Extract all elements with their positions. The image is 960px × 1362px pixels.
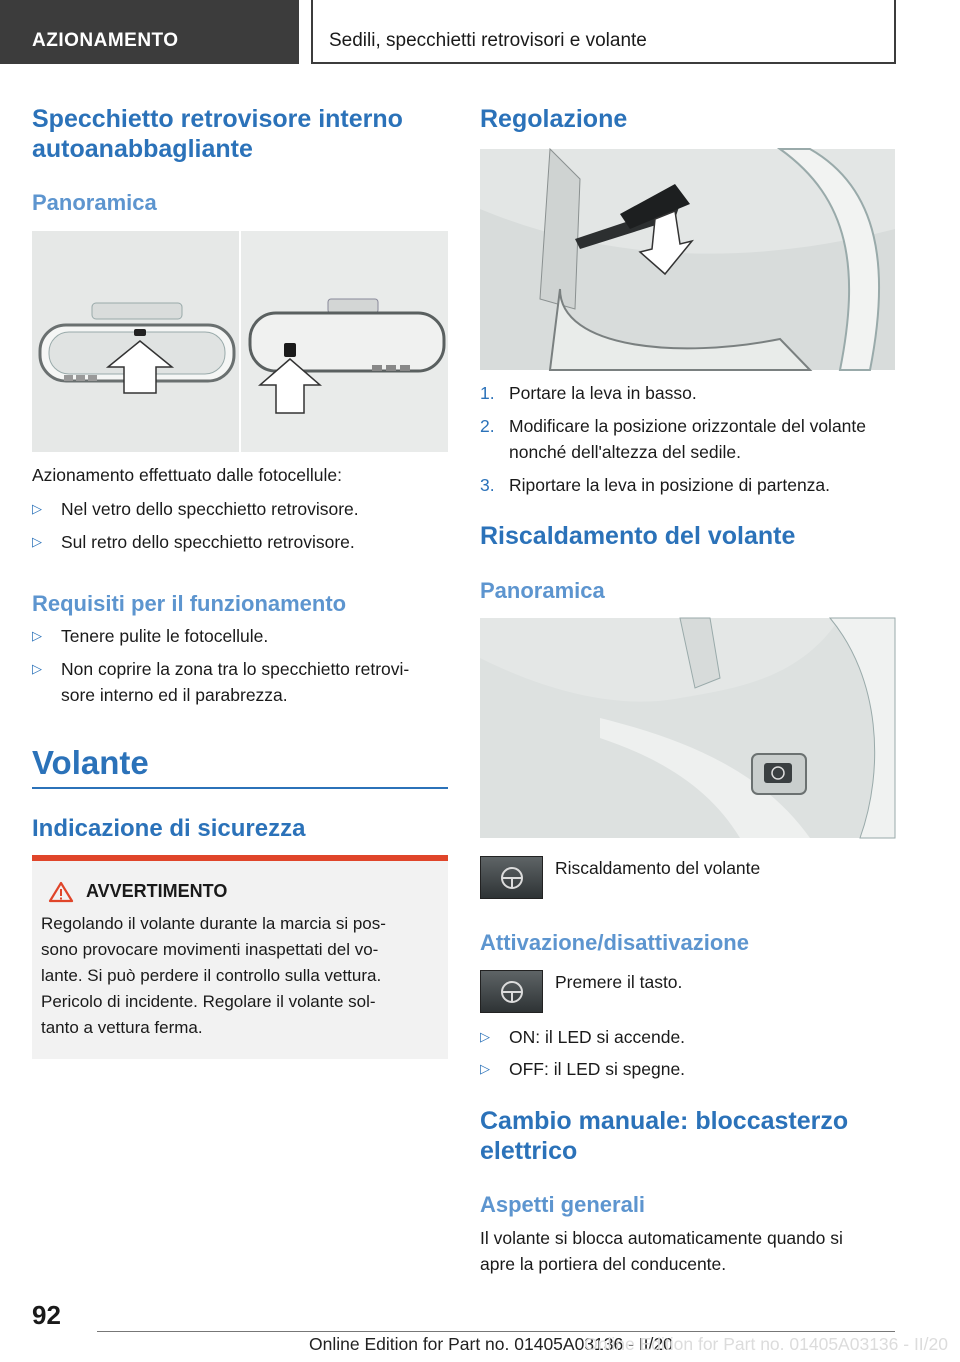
heating-heading-text: Riscaldamento del volante xyxy=(480,522,796,550)
header-chapter-label: Sedili, specchietti retrovisori e volante xyxy=(329,30,647,51)
warning-line: tanto a vettura ferma. xyxy=(41,1018,203,1037)
mirror-overview-heading-text: Panoramica xyxy=(32,190,157,215)
bullet-triangle-icon: ▷ xyxy=(480,1061,490,1076)
footer-rule xyxy=(97,1331,895,1332)
general-line: apre la portiera del conducente. xyxy=(480,1254,727,1274)
header-chapter-tab xyxy=(311,0,896,64)
press-button-instruction xyxy=(555,969,682,995)
heating-button-label-text: Riscaldamento del volante xyxy=(555,858,761,878)
mirror-title-text: Specchietto retrovisore interno autoanabbagliante xyxy=(32,105,403,163)
warning-title: AVVERTIMENTO xyxy=(86,881,228,901)
step-text: Riportare la leva in posizione di partenza. xyxy=(509,475,831,495)
heating-heading xyxy=(480,521,795,551)
bullet-triangle-icon: ▷ xyxy=(480,1029,490,1044)
photocell-intro xyxy=(32,462,342,488)
bullet-triangle-icon: ▷ xyxy=(32,628,42,643)
requirements-item-text: Non coprire la zona tra lo specchietto retrovi- xyxy=(61,659,410,679)
heating-overview-text: Panoramica xyxy=(480,578,605,603)
lock-heading-text: Cambio manuale: bloccasterzo xyxy=(480,1107,849,1135)
steering-title-text: Volante xyxy=(32,744,149,781)
steering-title xyxy=(32,744,149,782)
step-number: 3. xyxy=(480,475,495,495)
header-section-tab xyxy=(0,0,299,64)
requirements-item-text: sore interno ed il parabrezza. xyxy=(61,685,288,705)
general-line: Il volante si blocca automaticamente quando si xyxy=(480,1228,843,1248)
onoff-heading xyxy=(480,929,749,957)
header-section-label: AZIONAMENTO xyxy=(32,30,179,51)
warning-box xyxy=(32,855,448,1059)
step-text: Modificare la posizione orizzontale del volante xyxy=(509,416,867,436)
adjust-heading xyxy=(480,104,627,134)
requirements-item-text: Tenere pulite le fotocellule. xyxy=(61,626,269,646)
photocell-intro-text: Azionamento effettuato dalle fotocellule: xyxy=(32,465,343,485)
bullet-triangle-icon: ▷ xyxy=(32,661,42,676)
general-heading xyxy=(480,1191,645,1219)
safety-heading-text: Indicazione di sicurezza xyxy=(32,815,306,842)
step-number: 2. xyxy=(480,416,495,436)
mirror-title xyxy=(32,104,452,164)
general-heading-text: Aspetti generali xyxy=(480,1192,646,1217)
bullet-triangle-icon: ▷ xyxy=(32,501,42,516)
warning-text xyxy=(41,911,446,1041)
mirror-illustration xyxy=(32,231,448,452)
general-text xyxy=(480,1225,900,1277)
warning-bar xyxy=(32,855,448,861)
onoff-heading-text: Attivazione/disattivazione xyxy=(480,930,749,955)
step-number: 1. xyxy=(480,383,495,403)
press-button-text: Premere il tasto. xyxy=(555,972,683,992)
requirements-heading-text: Requisiti per il funzionamento xyxy=(32,591,347,616)
warning-triangle-icon xyxy=(48,881,74,903)
page-number: 92 xyxy=(32,1300,61,1330)
warning-line: Pericolo di incidente. Regolare il volante sol- xyxy=(41,992,376,1011)
requirements-heading xyxy=(32,590,346,618)
adjust-heading-text: Regolazione xyxy=(480,105,628,133)
warning-line: lante. Si può perdere il controllo sulla vettura. xyxy=(41,966,382,985)
section-divider xyxy=(32,787,448,789)
onoff-item-text: OFF: il LED si spegne. xyxy=(509,1059,686,1079)
steering-lever-illustration xyxy=(480,149,895,370)
photocell-item-text: Nel vetro dello specchietto retrovisore. xyxy=(61,499,359,519)
bullet-triangle-icon: ▷ xyxy=(32,534,42,549)
steering-heating-icon xyxy=(480,856,543,899)
footer-edition: Online Edition for Part no. 01405A03136 - II/20 xyxy=(309,1334,673,1354)
mirror-overview-heading xyxy=(32,189,157,217)
safety-heading xyxy=(32,814,305,844)
watermark xyxy=(584,1334,948,1355)
lock-heading xyxy=(480,1106,900,1166)
warning-line: Regolando il volante durante la marcia si pos- xyxy=(41,914,386,933)
onoff-item-text: ON: il LED si accende. xyxy=(509,1027,686,1047)
watermark-text: Online Edition for Part no. 01405A03136 - II/20 xyxy=(584,1334,948,1354)
heating-button-label xyxy=(555,855,760,881)
photocell-item-text: Sul retro dello specchietto retrovisore. xyxy=(61,532,355,552)
heating-overview-heading xyxy=(480,577,605,605)
step-text: Portare la leva in basso. xyxy=(509,383,697,403)
warning-line: sono provocare movimenti inaspettati del vo- xyxy=(41,940,379,959)
step-text: nonché dell'altezza del sedile. xyxy=(509,442,741,462)
steering-heating-icon xyxy=(480,970,543,1013)
heating-button-illustration xyxy=(480,618,895,838)
lock-heading-text: elettrico xyxy=(480,1137,578,1165)
